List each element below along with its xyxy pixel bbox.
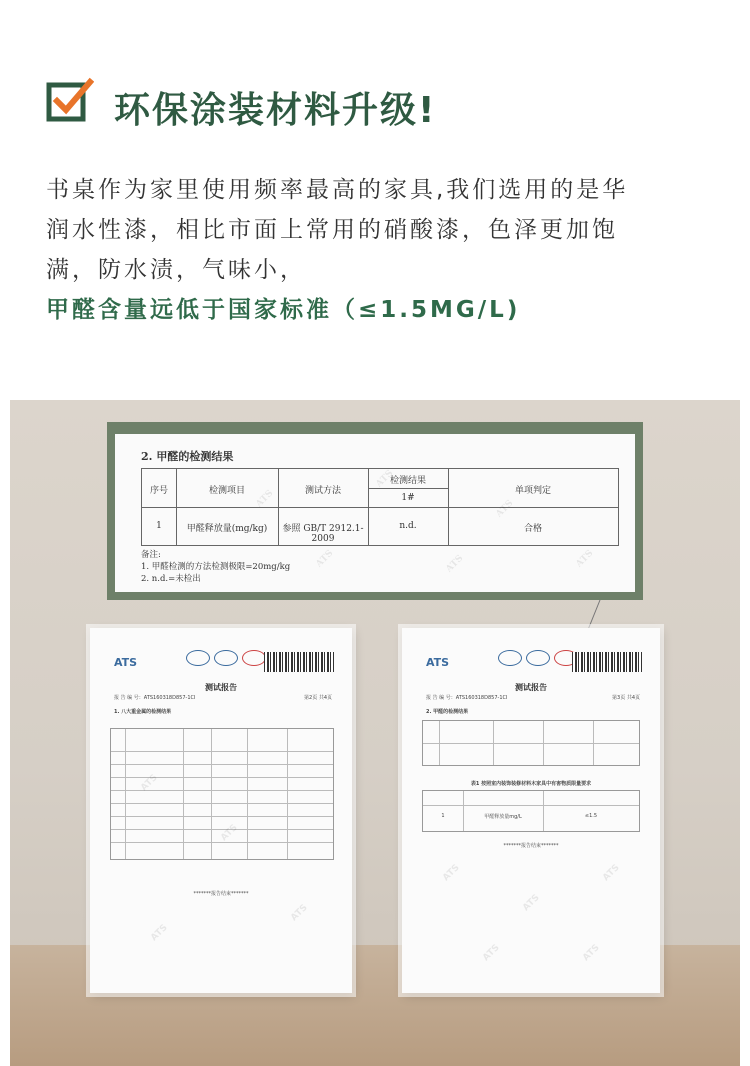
header-method: 测试方法	[304, 486, 341, 496]
limit-row-no: 1	[441, 813, 445, 819]
row-judge: 合格	[523, 524, 542, 534]
row-item: 甲醛释放量(mg/kg)	[186, 524, 268, 534]
section-title: 环保涂装材料升级!	[114, 90, 437, 131]
row-method: 参照 GB/T 2912.1-2009	[282, 524, 364, 544]
report-page-number: 第2页 共4页	[304, 695, 332, 701]
header-item: 检测项目	[208, 486, 245, 496]
header-judge: 单项判定	[514, 486, 551, 496]
header-result: 检测结果	[389, 476, 426, 486]
description-line: 润水性漆，相比市面上常用的硝酸漆，色泽更加饱	[46, 217, 618, 243]
report-title: 测试报告	[205, 683, 237, 692]
ma-badge-icon	[242, 650, 266, 666]
cnas-badge-icon	[526, 650, 550, 666]
note-line: 1. 甲醛检测的方法检测极限=20mg/kg	[141, 562, 291, 572]
report-end-mark: *******报告结束*******	[503, 843, 559, 849]
report-section: 1. 八大重金属的检测结果	[114, 709, 172, 715]
row-result: n.d.	[399, 521, 417, 531]
barcode-icon	[572, 652, 642, 672]
ilac-badge-icon	[186, 650, 210, 666]
heavy-metal-table	[110, 728, 334, 860]
formaldehyde-highlight: 甲醛含量远低于国家标准（≤1.5MG/L)	[46, 297, 521, 323]
table2-title: 表1 按照室内装饰装修材料木家具中有害物质限量要求	[470, 781, 592, 787]
barcode-icon	[264, 652, 334, 672]
header-result-sub: 1#	[401, 493, 415, 503]
report-end-mark: *******报告结束*******	[193, 891, 249, 897]
report-number: 报 告 编 号：ATS160318D857-1CI	[114, 695, 196, 701]
formaldehyde-mini-table	[422, 720, 640, 766]
zoomed-report-sheet: 2. 甲醛的检测结果 序号 检测项目 测试方法 检测结果 1# 单项判定 1 甲醛释放量(mg/kg) 参照 GB/T 2912.1-2009 n.d. 合格 备注: 1. 甲醛检测的方法检测极限=20mg/kg 2. n.d.=未检出 ATS ATS ATS ATS ATS ATS	[115, 434, 635, 592]
description-line: 书桌作为家里使用频率最高的家具,我们选用的是华	[46, 177, 629, 203]
description-line: 满，防水渍，气味小，	[46, 257, 306, 283]
ats-logo: ATS	[114, 656, 138, 669]
cnas-badge-icon	[214, 650, 238, 666]
report-page-left: ATS 测试报告 报 告 编 号：ATS160318D857-1CI 第2页 共4页 1. 八大重金属的检测结果 *******报告结束******* ATS ATS ATS ATS	[90, 628, 352, 993]
note-line: 2. n.d.=未检出	[141, 574, 201, 584]
report-page-right: ATS 测试报告 报 告 编 号：ATS160318D857-1CI 第3页 共4页 2. 甲醛的检测结果 表1 按照室内装饰装修材料木家具中有害物质限量要求 1 甲醛释放量mg/L ≤1.5 *******报告结束******* ATS ATS ATS ATS ATS	[402, 628, 660, 993]
report-title: 测试报告	[515, 683, 547, 692]
report-section: 2. 甲醛的检测结果	[426, 709, 469, 715]
note-label: 备注:	[141, 550, 161, 560]
checkbox-check-icon	[46, 76, 94, 124]
header-no: 序号	[149, 486, 168, 496]
limit-row-value: ≤1.5	[584, 813, 598, 819]
report-number: 报 告 编 号：ATS160318D857-1CI	[426, 695, 508, 701]
ats-logo: ATS	[426, 656, 450, 669]
row-no: 1	[156, 521, 162, 531]
report-page-number: 第3页 共4页	[612, 695, 640, 701]
ilac-badge-icon	[498, 650, 522, 666]
limit-table	[422, 790, 640, 832]
zoom-section-title: 2. 甲醛的检测结果	[141, 450, 234, 463]
limit-row-item: 甲醛释放量mg/L	[484, 814, 522, 820]
description	[46, 170, 706, 330]
test-report-photo	[10, 400, 740, 1066]
